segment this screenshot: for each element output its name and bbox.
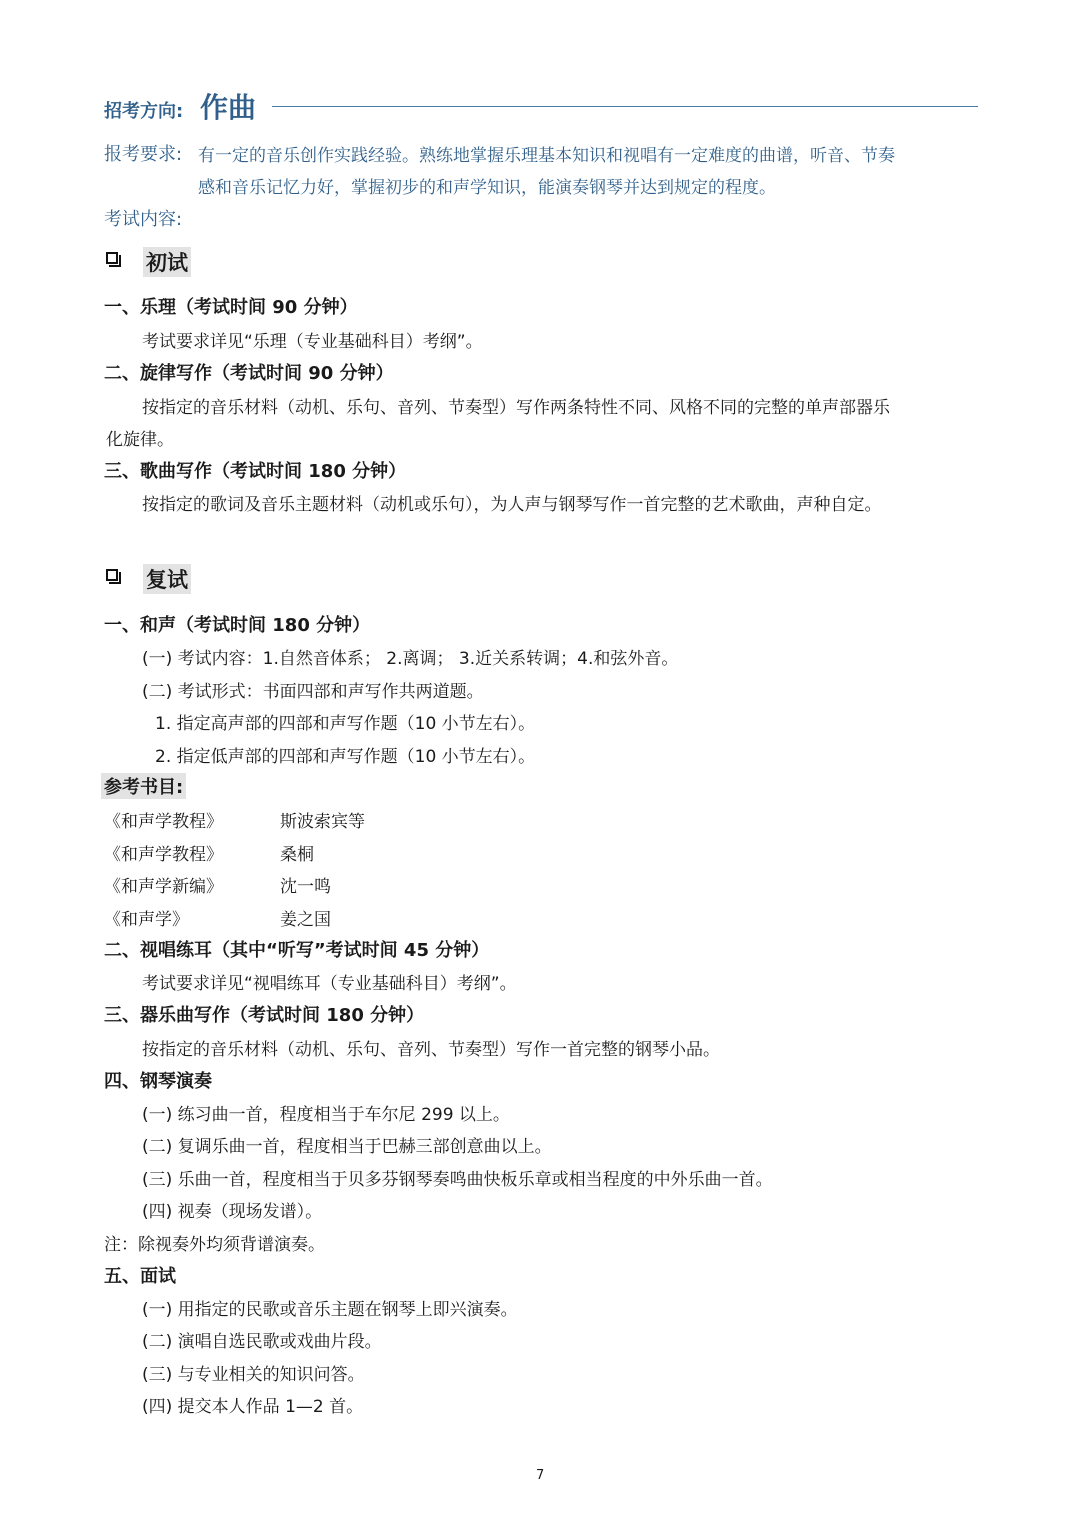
references-label: 参考书目:: [101, 773, 186, 799]
reference-author: 姜之国: [280, 910, 331, 930]
retest-h4-title: 四、钢琴演奏: [104, 1071, 212, 1092]
checkbox-icon: [106, 569, 118, 581]
reference-author: 斯波索宾等: [280, 812, 365, 832]
checkbox-icon: [106, 252, 118, 264]
interview-item: (一) 用指定的民歌或音乐主题在钢琴上即兴演奏。: [142, 1300, 518, 1320]
interview-item: (四) 提交本人作品 1—2 首。: [142, 1397, 364, 1417]
piano-item: (三) 乐曲一首，程度相当于贝多芬钢琴奏鸣曲快板乐章或相当程度的中外乐曲一首。: [142, 1170, 773, 1190]
retest-h1-a: (一) 考试内容：1.自然音体系； 2.离调； 3.近关系转调；4.和弦外音。: [142, 649, 679, 669]
retest-h1-title: 一、和声（考试时间 180 分钟）: [104, 615, 371, 636]
reference-book: 《和声学》: [104, 910, 189, 930]
piano-item: (二) 复调乐曲一首，程度相当于巴赫三部创意曲以上。: [142, 1137, 552, 1157]
reference-author: 沈一鸣: [280, 877, 331, 897]
initial-s3-title: 三、歌曲写作（考试时间 180 分钟）: [104, 461, 407, 482]
initial-s2-text2: 化旋律。: [106, 430, 174, 450]
retest-h3-text: 按指定的音乐材料（动机、乐句、音列、节奏型）写作一首完整的钢琴小品。: [142, 1040, 720, 1060]
retest-h3-title: 三、器乐曲写作（考试时间 180 分钟）: [104, 1005, 425, 1026]
title-rule: [272, 106, 978, 107]
requirement-line2: 感和音乐记忆力好，掌握初步的和声学知识，能演奏钢琴并达到规定的程度。: [198, 178, 776, 198]
section-title-retest: 复试: [143, 564, 191, 594]
page-number: 7: [536, 1468, 545, 1483]
reference-book: 《和声学教程》: [104, 812, 223, 832]
retest-h1-b1: 1. 指定高声部的四部和声写作题（10 小节左右）。: [155, 714, 536, 734]
direction-value: 作曲: [200, 91, 257, 124]
piano-item: (一) 练习曲一首，程度相当于车尔尼 299 以上。: [142, 1105, 510, 1125]
retest-h2-text: 考试要求详见“视唱练耳（专业基础科目）考纲”。: [142, 974, 517, 994]
piano-note: 注：除视奏外均须背谱演奏。: [104, 1235, 325, 1255]
reference-book: 《和声学新编》: [104, 877, 223, 897]
initial-s2-title: 二、旋律写作（考试时间 90 分钟）: [104, 363, 394, 384]
reference-author: 桑桐: [280, 845, 314, 865]
interview-item: (二) 演唱自选民歌或戏曲片段。: [142, 1332, 382, 1352]
interview-item: (三) 与专业相关的知识问答。: [142, 1365, 365, 1385]
retest-h1-b2: 2. 指定低声部的四部和声写作题（10 小节左右）。: [155, 747, 536, 767]
content-label: 考试内容:: [104, 209, 183, 230]
initial-s1-title: 一、乐理（考试时间 90 分钟）: [104, 297, 358, 318]
requirement-label: 报考要求:: [104, 144, 183, 165]
initial-s2-text1: 按指定的音乐材料（动机、乐句、音列、节奏型）写作两条特性不同、风格不同的完整的单声部器乐: [142, 398, 890, 418]
retest-h1-b: (二) 考试形式：书面四部和声写作共两道题。: [142, 682, 484, 702]
initial-s1-text: 考试要求详见“乐理（专业基础科目）考纲”。: [142, 332, 483, 352]
section-title-initial: 初试: [143, 247, 191, 277]
reference-book: 《和声学教程》: [104, 845, 223, 865]
retest-h5-title: 五、面试: [104, 1266, 176, 1287]
initial-s3-text: 按指定的歌词及音乐主题材料（动机或乐句），为人声与钢琴写作一首完整的艺术歌曲，声种自定。: [142, 495, 882, 515]
retest-h2-title: 二、视唱练耳（其中“听写”考试时间 45 分钟）: [104, 940, 490, 961]
requirement-line1: 有一定的音乐创作实践经验。熟练地掌握乐理基本知识和视唱有一定难度的曲谱，听音、节奏: [198, 146, 895, 166]
piano-item: (四) 视奏（现场发谱）。: [142, 1202, 323, 1222]
direction-label: 招考方向:: [104, 101, 184, 122]
